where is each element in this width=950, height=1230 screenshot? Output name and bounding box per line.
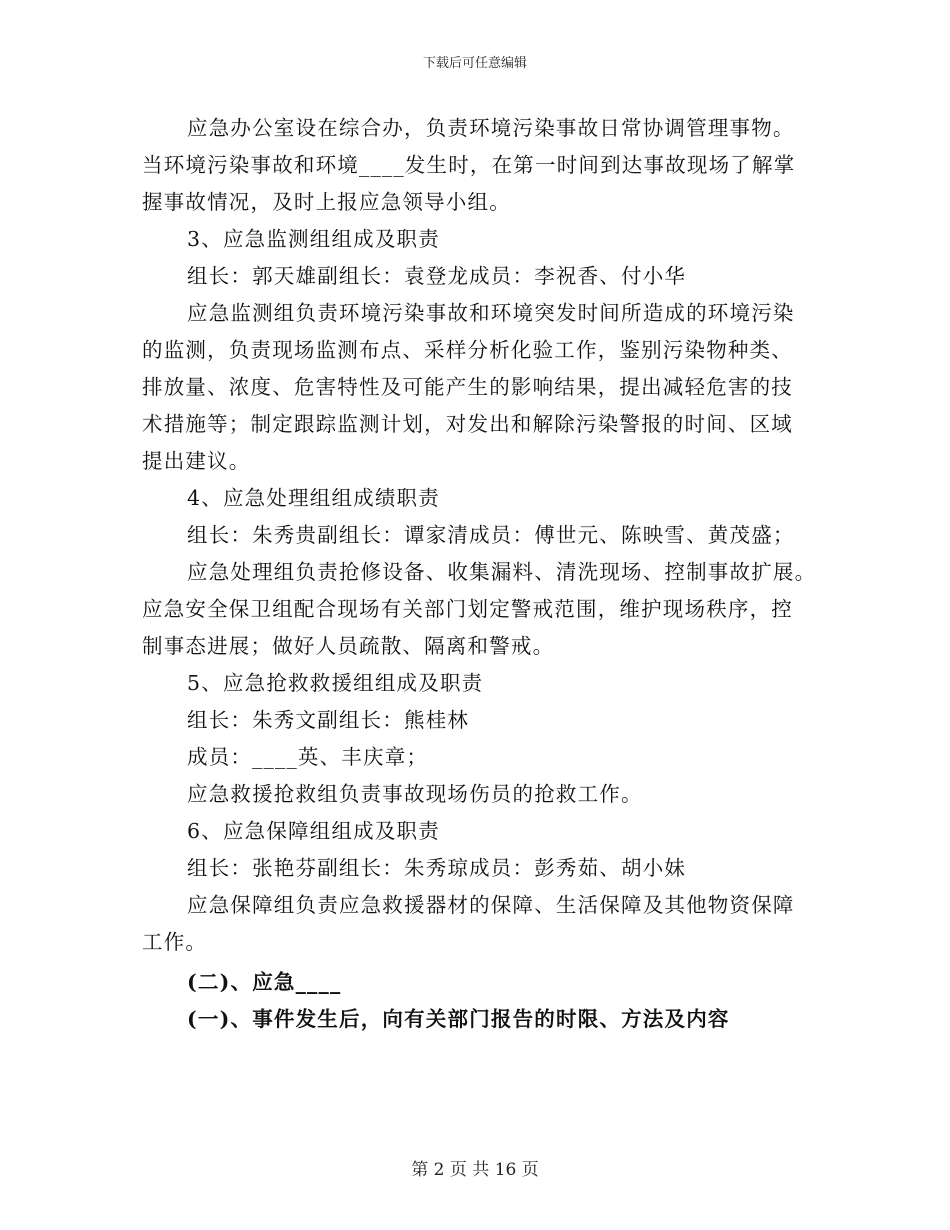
section-heading-6: 6、应急保障组组成及职责 — [187, 819, 440, 843]
team-members-line: 组长：郭天雄副组长：袁登龙成员：李祝香、付小华 — [187, 264, 687, 288]
team-members-line: 成员：____英、丰庆章； — [187, 745, 429, 769]
section-heading-5: 5、应急抢救救援组组成及职责 — [187, 671, 484, 695]
paragraph-line: 制事态进展；做好人员疏散、隔离和警戒。 — [142, 634, 555, 658]
section-heading-3: 3、应急监测组组成及职责 — [187, 227, 440, 251]
paragraph-line: 应急办公室设在综合办，负责环境污染事故日常协调管理事物。 — [187, 116, 795, 140]
section-heading-4: 4、应急处理组组成绩职责 — [187, 486, 440, 510]
paragraph-line: 应急保障组负责应急救援器材的保障、生活保障及其他物资保障 — [187, 893, 795, 917]
paragraph-line: 工作。 — [142, 930, 208, 954]
paragraph-line: 应急安全保卫组配合现场有关部门划定警戒范围，维护现场秩序，控 — [142, 597, 793, 621]
page-footer: 第 2 页 共 16 页 — [411, 1160, 539, 1180]
document-body — [142, 110, 822, 1038]
paragraph-line: 提出建议。 — [142, 449, 251, 473]
paragraph-line: 握事故情况，及时上报应急领导小组。 — [142, 190, 511, 214]
bold-heading: (一)、事件发生后，向有关部门报告的时限、方法及内容 — [187, 1007, 730, 1031]
paragraph-line: 应急处理组负责抢修设备、收集漏料、清洗现场、控制事故扩展。 — [187, 560, 817, 584]
page-header: 下载后可任意编辑 — [422, 56, 527, 71]
paragraph-line: 的监测，负责现场监测布点、采样分析化验工作，鉴别污染物种类、 — [142, 338, 793, 362]
team-members-line: 组长：朱秀贵副组长：谭家清成员：傅世元、陈映雪、黄茂盛； — [187, 523, 795, 547]
bold-heading: (二)、应急____ — [187, 970, 342, 994]
paragraph-line: 应急监测组负责环境污染事故和环境突发时间所造成的环境污染 — [187, 301, 795, 325]
team-members-line: 组长：朱秀文副组长：熊桂林 — [187, 708, 470, 732]
team-members-line: 组长：张艳芬副组长：朱秀琼成员：彭秀茹、胡小妹 — [187, 856, 687, 880]
paragraph-line: 术措施等；制定跟踪监测计划，对发出和解除污染警报的时间、区域 — [142, 412, 793, 436]
paragraph-line: 当环境污染事故和环境____发生时，在第一时间到达事故现场了解掌 — [142, 153, 796, 177]
paragraph-line: 排放量、浓度、危害特性及可能产生的影响结果，提出减轻危害的技 — [142, 375, 793, 399]
paragraph-line: 应急救援抢救组负责事故现场伤员的抢救工作。 — [187, 782, 643, 806]
